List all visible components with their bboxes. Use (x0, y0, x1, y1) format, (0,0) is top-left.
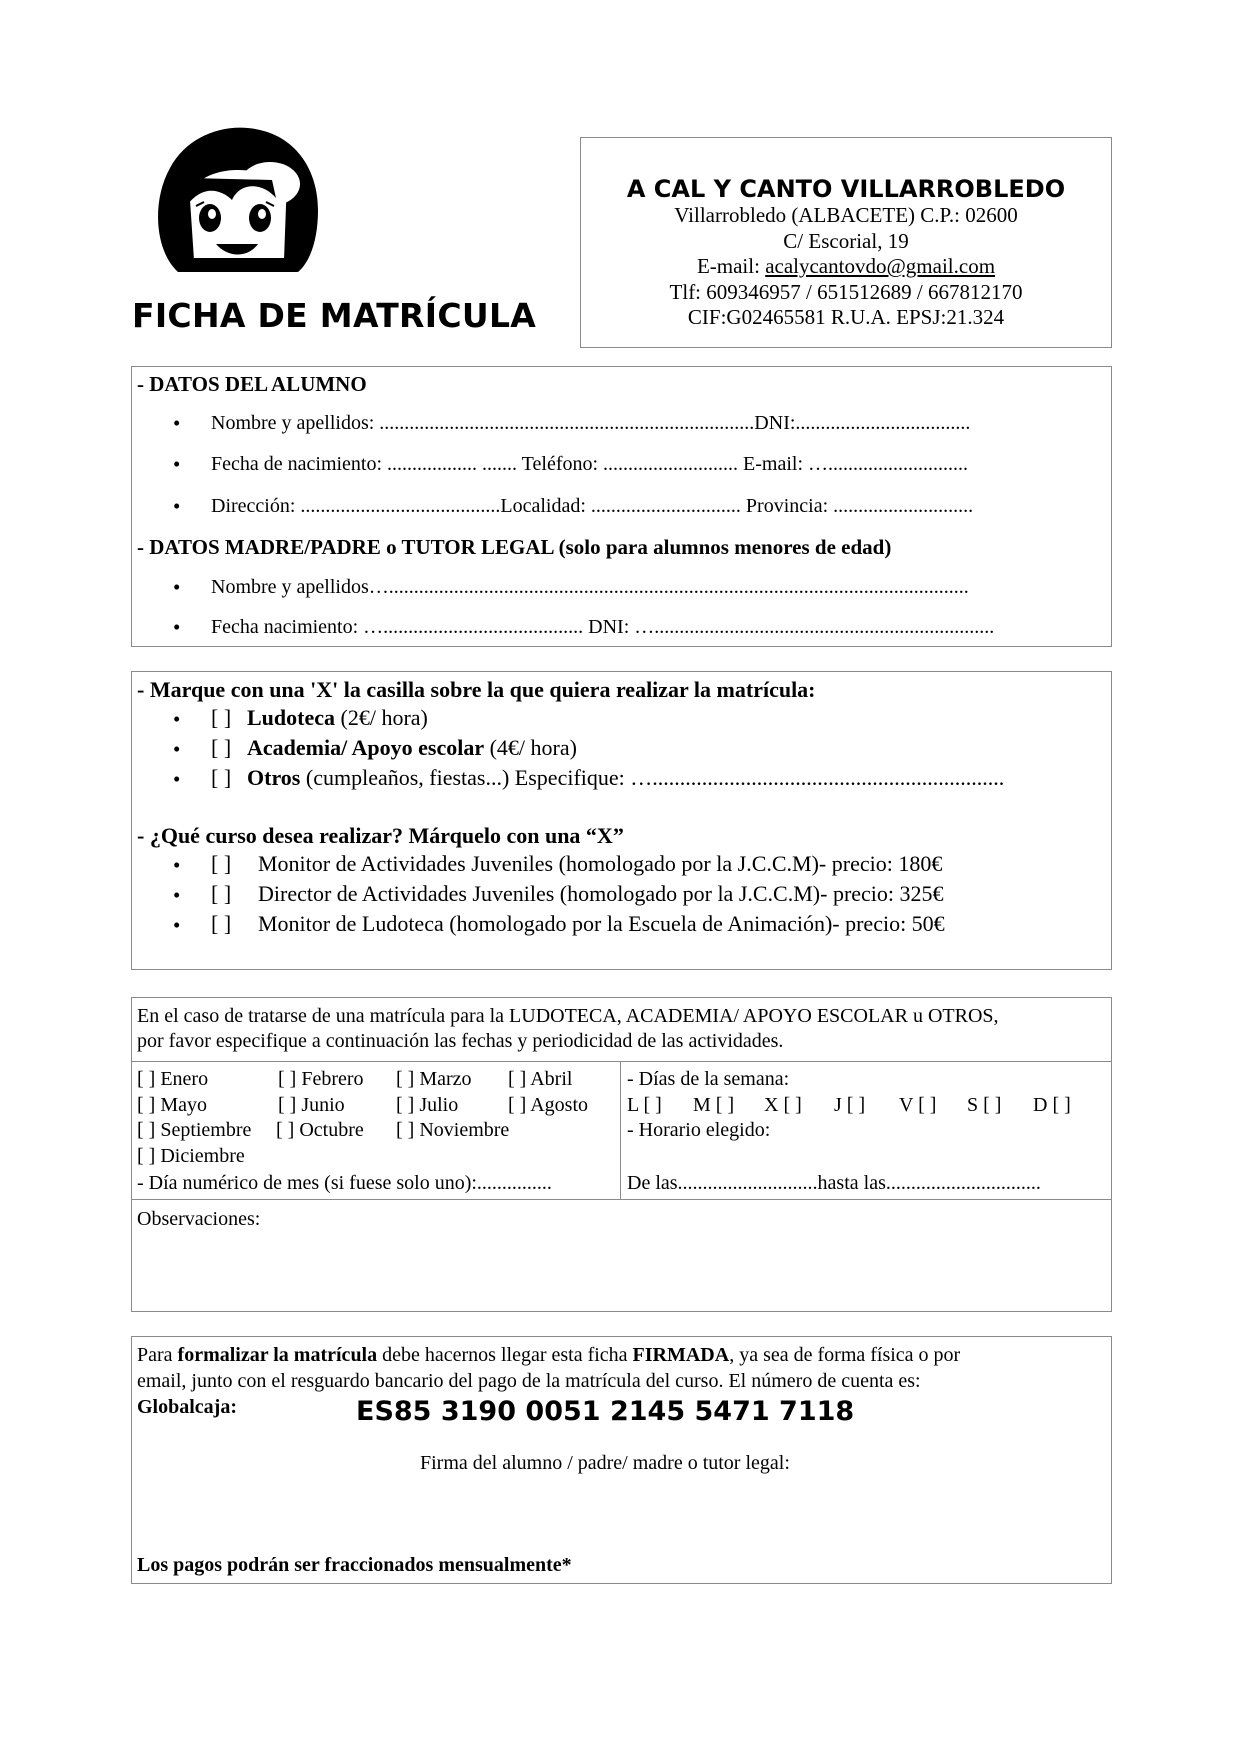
option-details: (cumpleaños, fiestas...) Especifique: …................................................................ (300, 765, 1005, 790)
option-otros (211, 765, 1004, 791)
course-option (211, 851, 942, 877)
organization-address: Villarrobledo (ALBACETE) C.P.: 02600 (674, 203, 1018, 227)
text: debe hacernos llegar esta ficha (377, 1344, 633, 1366)
bullet: • (173, 452, 181, 476)
bullet: • (173, 883, 181, 907)
organization-info-box (580, 137, 1112, 348)
bullet: • (173, 494, 181, 518)
student-birth-phone-email-line: Fecha de nacimiento: .................. ....... Teléfono: ........................... E-mail: …............................ (211, 453, 969, 475)
email-label: E-mail: (696, 254, 766, 278)
email-link[interactable]: acalycantovdo@gmail.com (765, 254, 996, 278)
option-price: (2€/ hora) (335, 705, 428, 730)
month-checkbox[interactable]: [ ] Agosto (508, 1094, 588, 1116)
option-name: Ludoteca (247, 705, 335, 730)
divider (131, 1061, 1112, 1062)
month-checkbox[interactable]: [ ] Abril (508, 1068, 573, 1090)
option-checkbox[interactable]: [ ] (211, 705, 232, 730)
month-checkbox[interactable]: [ ] Noviembre (396, 1119, 510, 1141)
organization-email (581, 254, 1111, 280)
course-checkbox[interactable]: [ ] (211, 851, 232, 876)
weekdays-label: - Días de la semana: (627, 1068, 790, 1090)
form-title: FICHA DE MATRÍCULA (132, 296, 537, 335)
guardian-name-line: Nombre y apellidos….................................................................................................................... (211, 576, 969, 598)
student-name-line: Nombre y apellidos: ...........................................................................DNI:................................... (211, 412, 971, 434)
option-academia (211, 735, 577, 761)
payment-instructions (137, 1344, 960, 1367)
schedule-intro: En el caso de tratarse de una matrícula para la LUDOTECA, ACADEMIA/ APOYO ESCOLAR u OTROS, (137, 1005, 999, 1027)
day-of-month-field[interactable]: - Día numérico de mes (si fuese solo uno):............... (137, 1172, 552, 1194)
option-name: Otros (247, 765, 301, 790)
student-address-line: Dirección: ........................................Localidad: .............................. Provincia: ............................ (211, 495, 974, 517)
text: , ya sea de forma física o por (729, 1344, 961, 1366)
option-checkbox[interactable]: [ ] (211, 765, 232, 790)
divider (131, 1199, 1112, 1200)
month-checkbox[interactable]: [ ] Julio (396, 1094, 459, 1116)
weekday-checkbox[interactable]: D [ ] (1033, 1094, 1071, 1116)
weekday-checkbox[interactable]: M [ ] (693, 1094, 735, 1116)
weekday-checkbox[interactable]: V [ ] (899, 1094, 937, 1116)
month-checkbox[interactable]: [ ] Octubre (276, 1119, 364, 1141)
weekday-checkbox[interactable]: X [ ] (764, 1094, 802, 1116)
hours-label: - Horario elegido: (627, 1119, 771, 1141)
bank-account-number: ES85 3190 0051 2145 5471 7118 (356, 1396, 855, 1427)
organization-name: A CAL Y CANTO VILLARROBLEDO (626, 175, 1066, 203)
option-price: (4€/ hora) (484, 735, 577, 760)
text-bold: formalizar la matrícula (177, 1344, 378, 1366)
text-bold: FIRMADA (632, 1344, 730, 1366)
bank-name: Globalcaja: (137, 1396, 237, 1418)
option-name: Academia/ Apoyo escolar (247, 735, 485, 760)
course-option (211, 911, 945, 937)
text: Para (137, 1344, 178, 1366)
schedule-intro: por favor especifique a continuación las fechas y periodicidad de las actividades. (137, 1030, 784, 1052)
cartoon-girl-logo-icon (150, 122, 320, 282)
bullet: • (173, 615, 181, 639)
course-checkbox[interactable]: [ ] (211, 881, 232, 906)
enrollment-heading: - Marque con una 'X' la casilla sobre la que quiera realizar la matrícula: (137, 677, 816, 702)
bullet: • (173, 767, 181, 791)
month-checkbox[interactable]: [ ] Mayo (137, 1094, 207, 1116)
organization-phones: Tlf: 609346957 / 651512689 / 667812170 (669, 279, 1023, 304)
course-checkbox[interactable]: [ ] (211, 911, 232, 936)
hours-range-field[interactable]: De las............................hasta las............................... (627, 1172, 1041, 1194)
course-label: Director de Actividades Juveniles (homologado por la J.C.C.M)- precio: 325€ (258, 881, 944, 906)
guardian-birth-dni-line: Fecha nacimiento: …........................................ DNI: ….................................................................... (211, 616, 995, 638)
student-data-heading: - DATOS DEL ALUMNO (137, 372, 367, 396)
bullet: • (173, 411, 181, 435)
course-option (211, 881, 944, 907)
organization-tax-ids: CIF:G02465581 R.U.A. EPSJ:21.324 (687, 305, 1005, 329)
organization-street: C/ Escorial, 19 (783, 228, 909, 253)
month-checkbox[interactable]: [ ] Junio (278, 1094, 345, 1116)
bullet: • (173, 913, 181, 937)
guardian-data-heading: - DATOS MADRE/PADRE o TUTOR LEGAL (solo para alumnos menores de edad) (137, 535, 892, 559)
month-checkbox[interactable]: [ ] Enero (137, 1068, 209, 1090)
month-checkbox[interactable]: [ ] Febrero (278, 1068, 364, 1090)
bullet: • (173, 737, 181, 761)
bullet: • (173, 707, 181, 731)
payment-instructions: email, junto con el resguardo bancario del pago de la matrícula del curso. El número de cuenta es: (137, 1370, 921, 1392)
signature-label: Firma del alumno / padre/ madre o tutor legal: (420, 1452, 790, 1474)
weekday-checkbox[interactable]: L [ ] (627, 1094, 662, 1116)
course-label: Monitor de Ludoteca (homologado por la Escuela de Animación)- precio: 50€ (258, 911, 945, 936)
installments-note: Los pagos podrán ser fraccionados mensualmente* (137, 1554, 572, 1576)
bullet: • (173, 853, 181, 877)
weekday-checkbox[interactable]: J [ ] (834, 1094, 866, 1116)
course-label: Monitor de Actividades Juveniles (homologado por la J.C.C.M)- precio: 180€ (258, 851, 943, 876)
option-checkbox[interactable]: [ ] (211, 735, 232, 760)
course-heading: - ¿Qué curso desea realizar? Márquelo con una “X” (137, 823, 624, 848)
month-checkbox[interactable]: [ ] Septiembre (137, 1119, 252, 1141)
month-checkbox[interactable]: [ ] Marzo (396, 1068, 472, 1090)
month-checkbox[interactable]: [ ] Diciembre (137, 1145, 245, 1167)
option-ludoteca (211, 705, 428, 731)
bullet: • (173, 575, 181, 599)
weekday-checkbox[interactable]: S [ ] (967, 1094, 1002, 1116)
divider (620, 1061, 621, 1199)
observations-label: Observaciones: (137, 1208, 261, 1230)
